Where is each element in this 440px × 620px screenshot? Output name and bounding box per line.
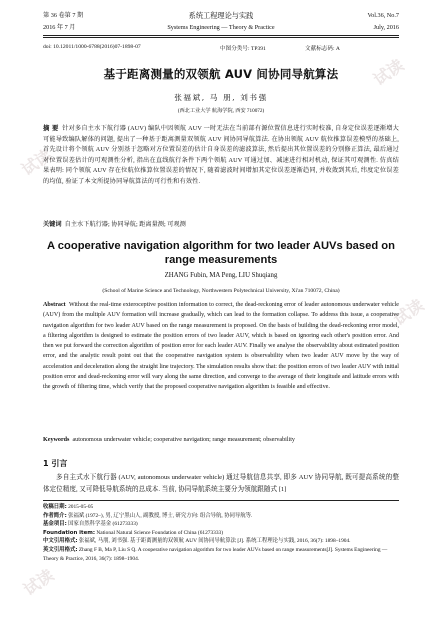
affiliation-cn: (西北工业大学 航海学院, 西安 710072) [177,108,265,114]
footnote-received: 收稿日期: 2015-05-05 [43,504,94,510]
keywords-text-en: autonomous underwater vehicle; cooperative navigation; range measurement; observability [72,437,295,443]
title-cn: 基于距离测量的双领航 AUV 间协同导航算法 [103,67,339,81]
clc-number: 中图分类号: TP391 [220,46,266,52]
keywords-label-en: Keywords [43,437,70,443]
volume-en: Vol.36, No.7 [367,12,399,19]
document-code: 文献标志码: A [305,46,340,52]
abstract-text-cn: 针对多自主水下航行器 (AUV) 编队中因领航 AUV 一时无法在当前部有源位置信息进行实时校准, 自身定位误差逐渐增大可能导致编队解体的问题, 提出了一种基于距离测量双领航 AUV 间协同导航算法. 在协出领航 AUV 航位推算误差模型的基础上, 首先设计将个领航 AUV 分别基于忽略对方位置误差的估计自身误差的滤波算法, 然后提出其位置误差的分别修正算法, 最后通过对位置误差估计的可观测性分析, 指出在直线航行条件下两个领航 AUV 可通过加、减速进行相对机动, 保证其可观测性. 仿真结果表明: 同个领航 AUV 存在位航位推算位置误差的情况下, 随着滤波时间增加其定位误差逐渐趋同, 并收敛到其后, 纬度定位误差的均值, 验证了本文所提协同导航算法的可行性和有效性. [43,125,399,185]
journal-en: Systems Engineering — Theory & Practice [167,24,275,31]
keywords-label-cn: 关键词 [43,221,62,228]
keywords-en [43,437,399,443]
watermark: 试读 [20,565,58,600]
title-en: A cooperative navigation algorithm for two leader AUVs based on range measurements [47,240,395,266]
doi: doi: 10.12011/1000-6788(2016)07-1898-07 [43,44,141,50]
watermark: 试读 [370,55,408,90]
intro-paragraph: 多自主式水下航行器 (AUV, autonomous underwater vehicle) 通过导航信息共享, 即多 AUV 协同导航, 既可提高系统的整体定位精度, 又可降低导航系统的总成本. 当前, 协同导航系统主要分为领航跟随式 [1] [43,474,399,493]
footnote-funding-en: Foundation item: National Natural Science Foundation of China (61273333) [43,529,224,536]
header-rule [43,35,399,36]
footnotes [43,503,399,563]
abstract-label-cn: 摘 要 [43,124,59,132]
footnote-citation-cn: 中文引用格式: 张福斌, 马朋, 刘书强. 基于距离测量的双领航 AUV 间协同导航算法 [J]. 系统工程理论与实践, 2016, 36(7): 1898–1904. [43,538,351,545]
date-cn: 2016 年 7 月 [43,24,76,31]
keywords-text-cn: 自主水下航行器; 协同导航; 距离量测; 可观测 [64,221,186,228]
header-rule [43,37,399,38]
abstract-en [43,300,399,393]
abstract-label-en: Abstract [43,302,66,308]
watermark: 试读 [390,295,428,330]
keywords-cn [43,219,399,228]
affiliation-en: (School of Marine Science and Technology, Northwestern Polytechnical University, Xi'an 710072, China) [102,288,340,294]
abstract-cn [43,123,399,187]
abstract-text-en: Without the real-time exteroceptive position information to correct, the dead-reckoning error of leader autonomous underwater vehicle (AUV) from the multiple AUV formation will increase gradually, which can lead to the formation collapse. To address this issue, a cooperative navigation algorithm for two leader AUV based on the range measurement is proposed. On the basis of building the dead-reckoning error model, a filtering algorithm is designed to estimate the position errors of two leader AUV, which is based on ignoring each other's position error. And then we put forward the correction algorithm of position error for each leader AUV. Finally we analyse the observability about estimated position error, and the analytic result point out that the cooperative navigation system is observability when two leader AUV move by the way of acceleration and deceleration along the straight line trajectory. The simulation results show that: the position errors of two leader AUV with initial position error and dead-reckoning error will vary along the same direction, and converge to the average of their longitude and latitude errors with the growth of filtering time, which verify that the proposed cooperative navigation algorithm is feasible and effective. [43,302,400,391]
watermark: 试读 [18,145,56,180]
section-heading: 1 引言 [43,459,68,468]
footnote-funding-cn: 基金项目: 国家自然科学基金 (61273333) [43,521,138,528]
authors-en: ZHANG Fubin, MA Peng, LIU Shuqiang [164,272,278,279]
footnote-citation-en: 英文引用格式: Zhang F B, Ma P, Liu S Q. A cooperative navigation algorithm for two leader AUVs based on range measurements[J]. Systems Engineering — Theory & Practice, 2016, 36(7): 1898–1904. [43,546,388,562]
footnote-rule [43,500,399,501]
issue-cn: 第 36 卷第 7 期 [43,12,84,19]
journal-cn: 系统工程理论与实践 [188,11,254,20]
date-en: July, 2016 [373,24,399,31]
authors-cn: 张福斌, 马 朋, 刘书强 [174,93,268,102]
footnote-author-bio: 作者简介: 张福斌 (1972–), 男, 辽宁黑山人, 副教授, 博士, 研究方向: 组合导航, 协同导航等. [43,512,253,519]
